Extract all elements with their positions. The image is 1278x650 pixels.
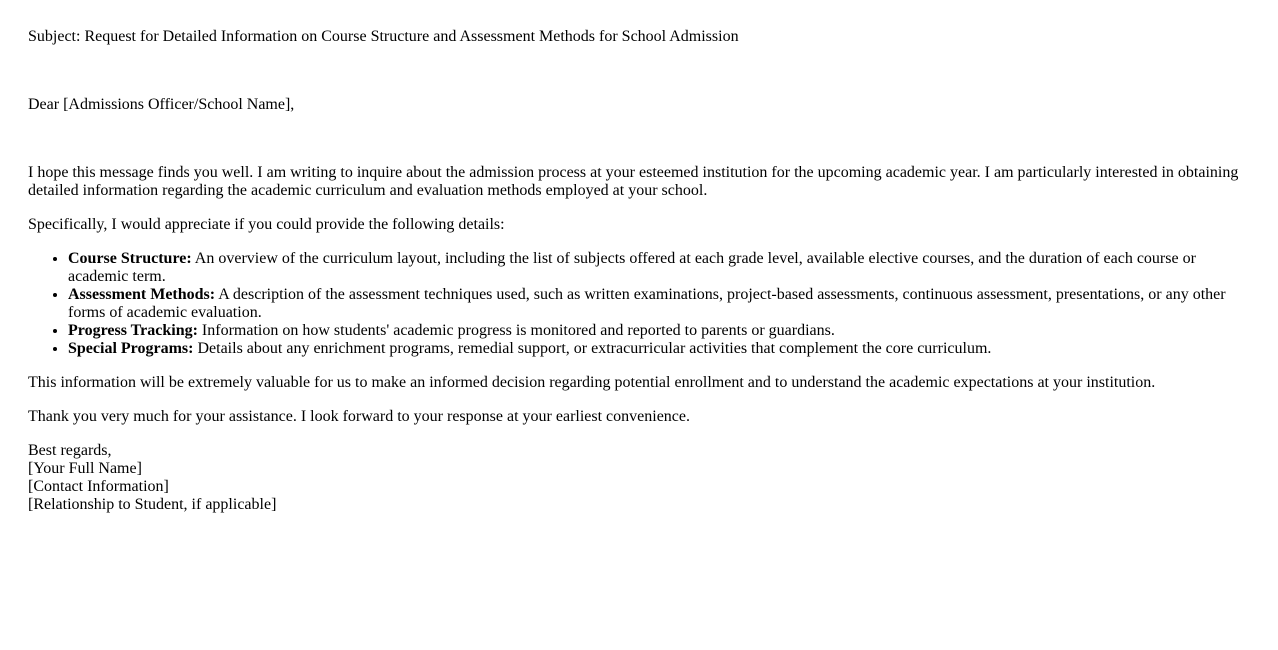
- list-item-course-structure: [68, 250, 1250, 286]
- list-item-assessment-methods: [68, 286, 1250, 322]
- signature-contact: [Contact Information]: [28, 478, 169, 495]
- requested-details-list: [28, 250, 1250, 358]
- email-subject: Subject: Request for Detailed Information on Course Structure and Assessment Methods for School Admission: [28, 28, 739, 45]
- list-item-text: An overview of the curriculum layout, including the list of subjects offered at each grade level, available elective courses, and the duration of each course or academic term.: [68, 250, 1196, 285]
- intro-paragraph: I hope this message finds you well. I am writing to inquire about the admission process at your esteemed institution for the upcoming academic year. I am particularly interested in obtaining detailed information regarding the academic curriculum and evaluation methods employed at your school.: [28, 164, 1239, 199]
- value-statement-paragraph: This information will be extremely valuable for us to make an informed decision regarding potential enrollment and to understand the academic expectations at your institution.: [28, 374, 1156, 391]
- request-lead-paragraph: Specifically, I would appreciate if you could provide the following details:: [28, 216, 505, 233]
- list-item-text: A description of the assessment techniques used, such as written examinations, project-based assessments, continuous assessment, presentations, or any other forms of academic evaluation.: [68, 286, 1226, 321]
- list-item-progress-tracking: [68, 322, 1250, 340]
- signature-closing: Best regards,: [28, 442, 112, 459]
- email-greeting: Dear [Admissions Officer/School Name],: [28, 96, 295, 113]
- list-item-text: Information on how students' academic progress is monitored and reported to parents or guardians.: [197, 322, 835, 339]
- signature-relationship: [Relationship to Student, if applicable]: [28, 496, 277, 513]
- list-item-label: Special Programs:: [68, 340, 194, 357]
- list-item-text: Details about any enrichment programs, remedial support, or extracurricular activities that complement the core curriculum.: [193, 340, 992, 357]
- email-document: [28, 0, 1250, 514]
- signature-block: [28, 442, 1250, 514]
- list-item-label: Course Structure:: [68, 250, 192, 267]
- list-item-special-programs: [68, 340, 1250, 358]
- list-item-label: Progress Tracking:: [68, 322, 198, 339]
- thanks-paragraph: Thank you very much for your assistance. I look forward to your response at your earliest convenience.: [28, 408, 691, 425]
- list-item-label: Assessment Methods:: [68, 286, 216, 303]
- signature-name: [Your Full Name]: [28, 460, 142, 477]
